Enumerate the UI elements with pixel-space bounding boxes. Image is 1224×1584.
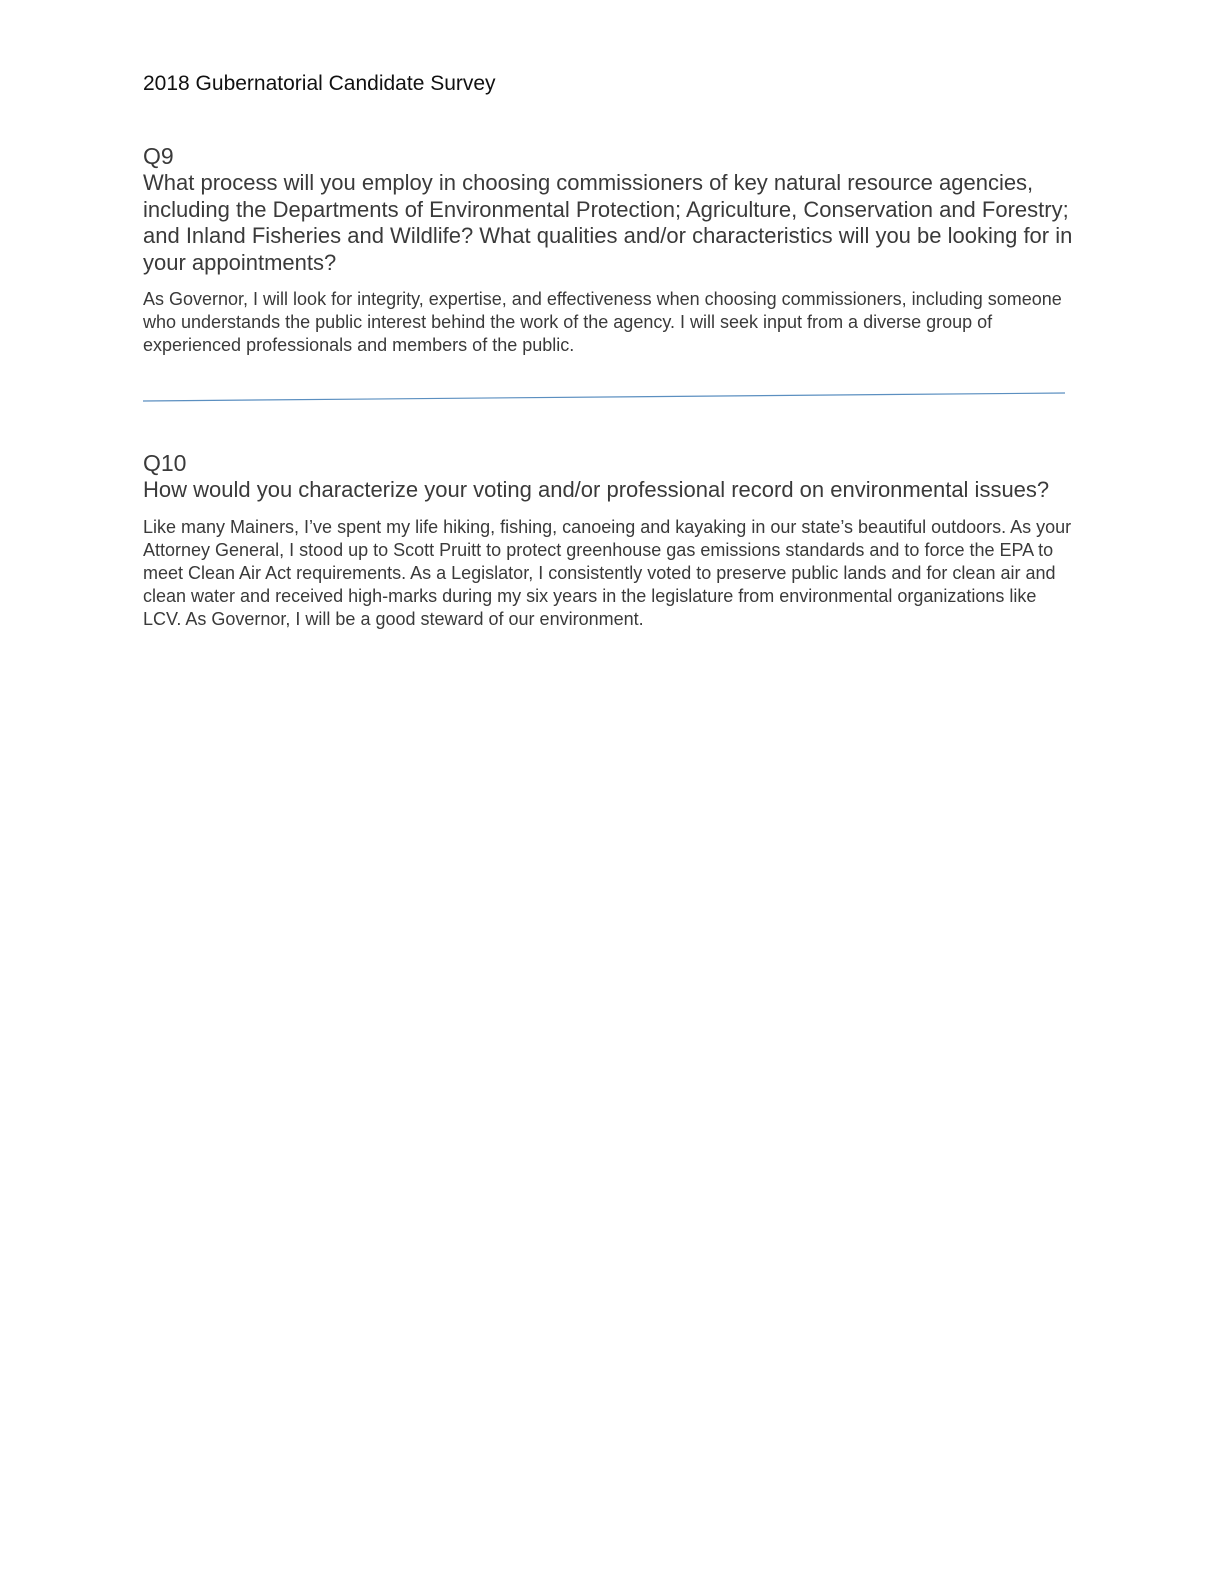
answer-text: Like many Mainers, I’ve spent my life hiking, fishing, canoeing and kayaking in our state’s beautiful outdoors. As your Attorney General, I stood up to Scott Pruitt to protect greenhouse gas emissions standards and to force the EPA to meet Clean Air Act requirements. As a Legislator, I consistently voted to preserve public lands and for clean air and clean water and received high-marks during my six years in the legislature from environmental organizations like LCV. As Governor, I will be a good steward of our environment. [143,516,1072,629]
question-number: Q10 [143,450,187,476]
answer-text: As Governor, I will look for integrity, expertise, and effectiveness when choosing commissioners, including someone who understands the public interest behind the work of the agency. I will seek input from a diverse group of experienced professionals and members of the public. [143,289,1062,355]
section-divider [143,390,1065,404]
document-header: 2018 Gubernatorial Candidate Survey [143,72,496,95]
question-text: What process will you employ in choosing commissioners of key natural resource agencies, including the Departments of Environmental Protection; Agriculture, Conservation and Forestry; and Inland Fisheries and Wildlife? What qualities and/or characteristics will you be looking for in your appointments? [143,170,1073,275]
question-block-q9 [143,143,1073,357]
question-block-q10 [143,450,1073,631]
question-number: Q9 [143,143,174,169]
question-text: How would you characterize your voting and/or professional record on environmental issues? [143,477,1050,502]
